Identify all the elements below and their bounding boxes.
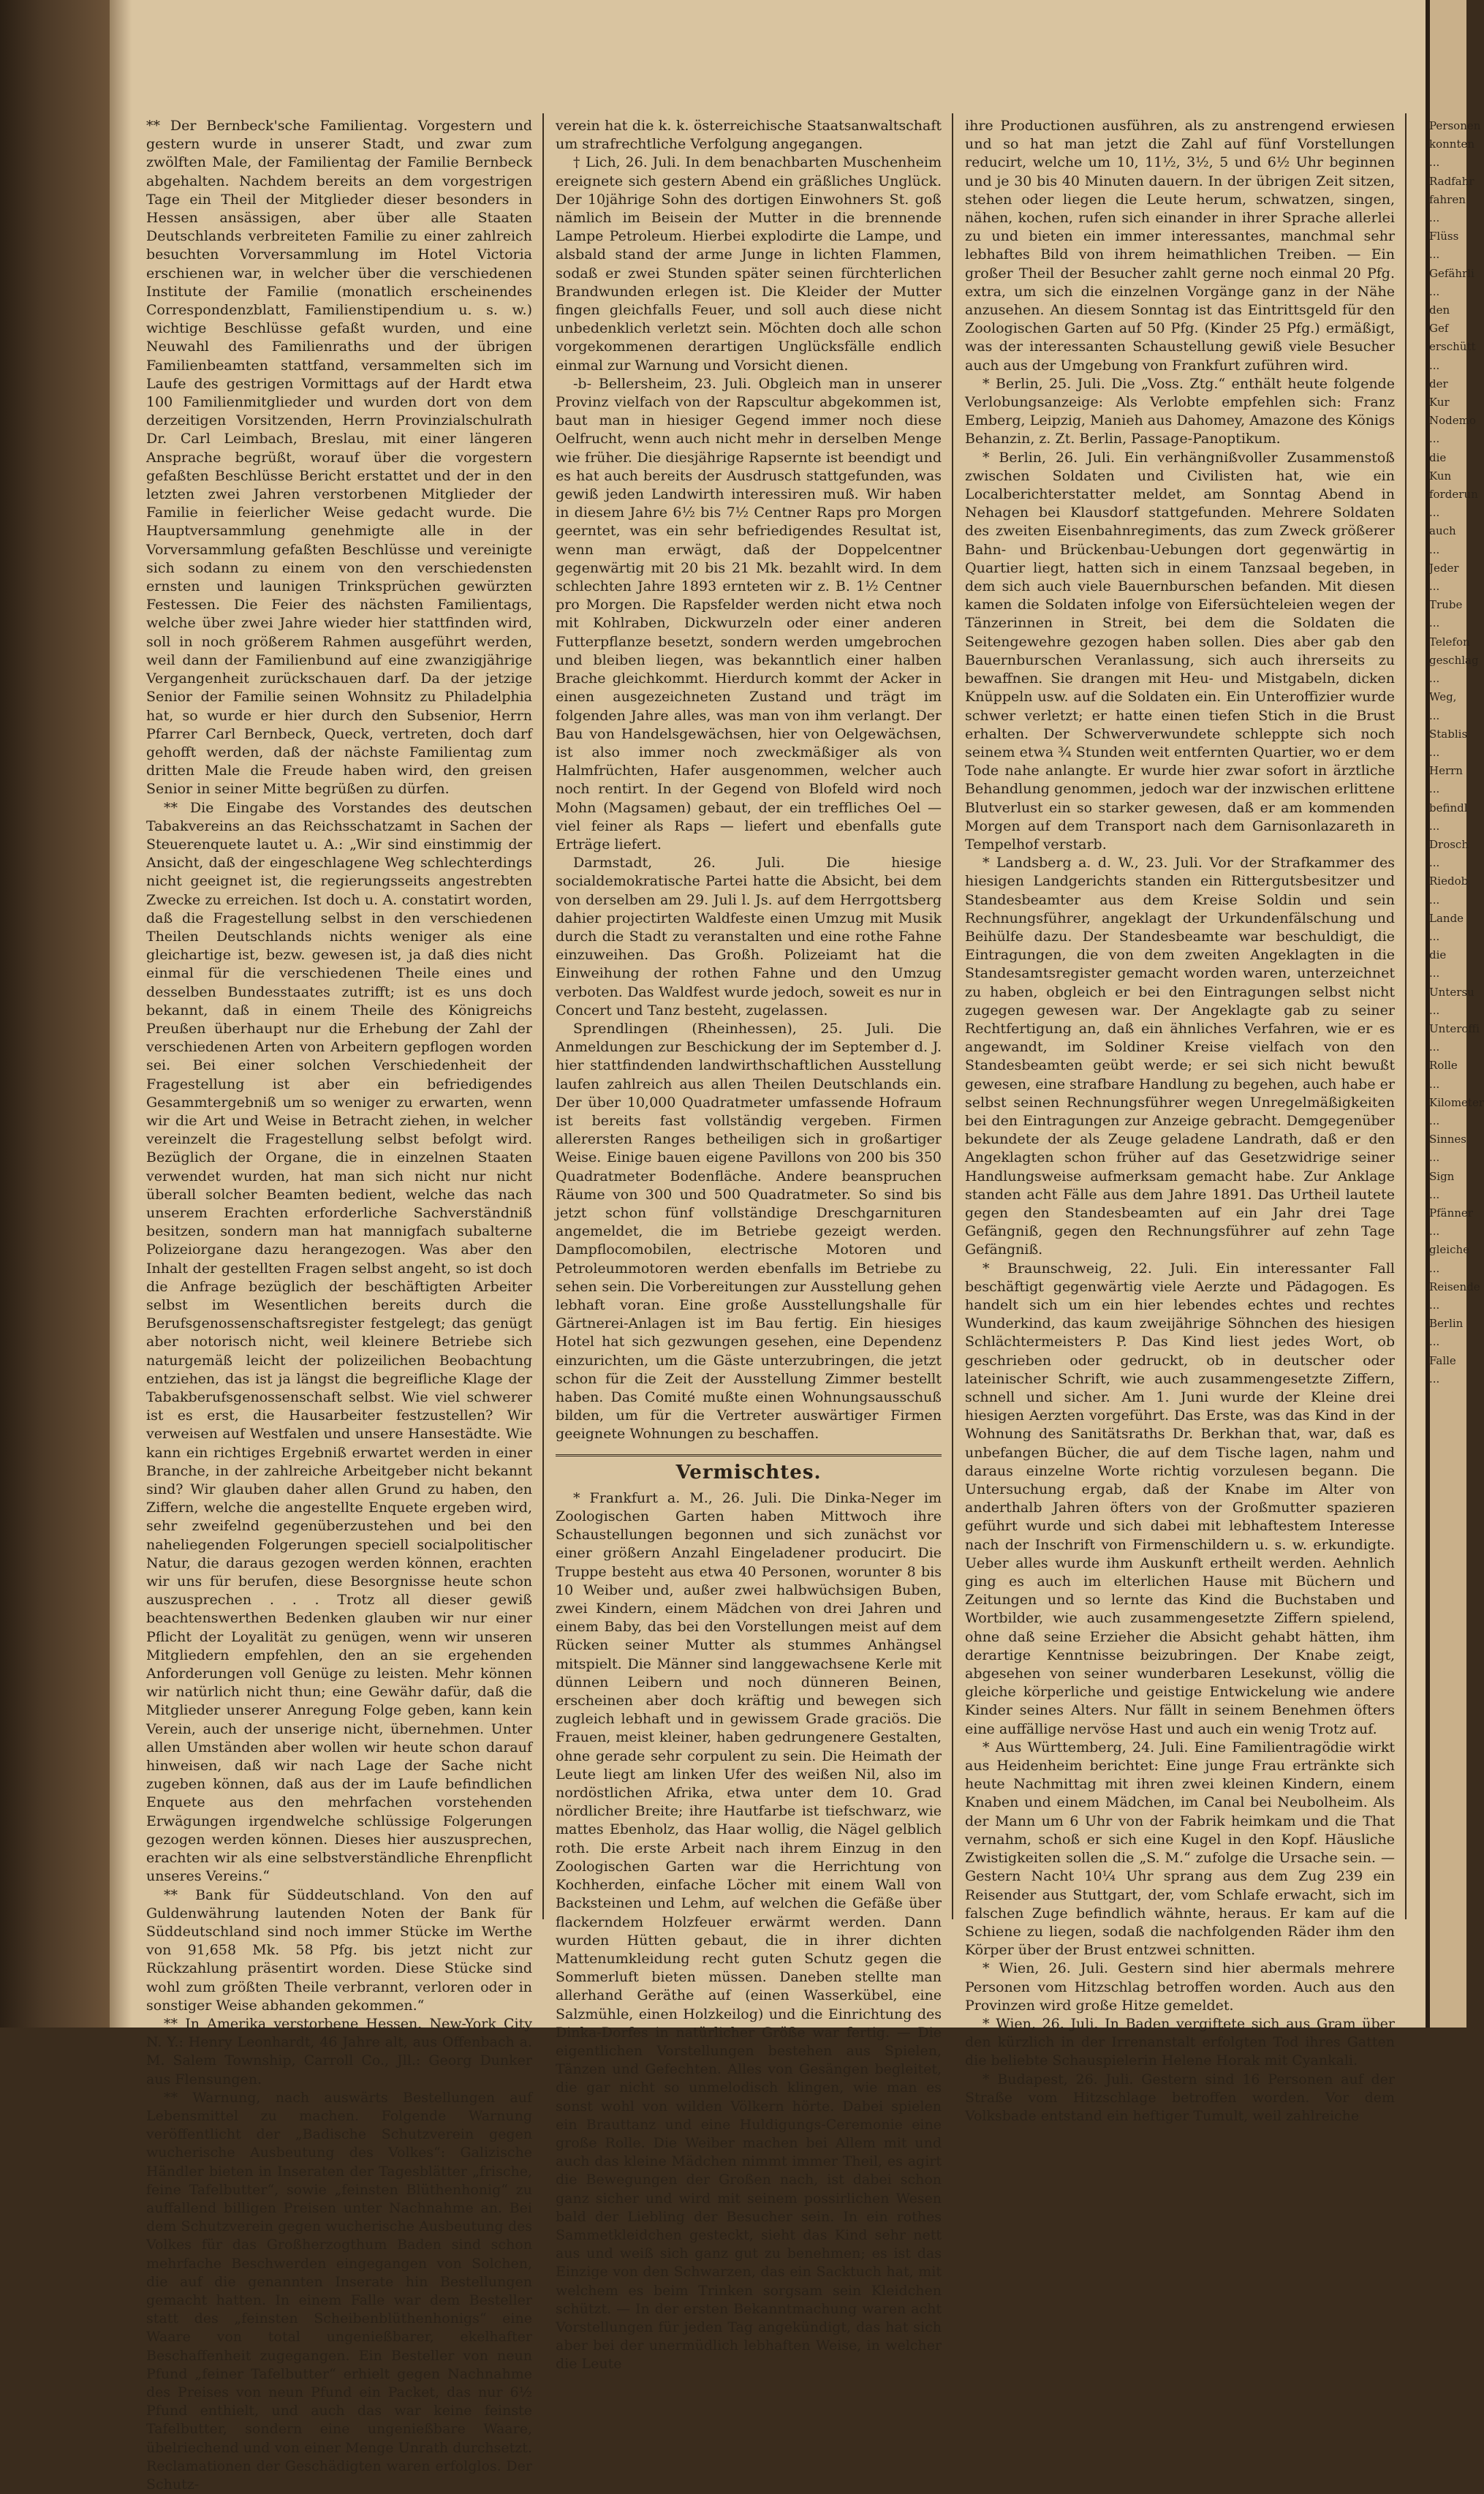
article-bank-sueddeutschland: ** Bank für Süddeutschland. Von den auf Guldenwährung lautenden Noten der Bank für Süddeutschland sind noch immer Stücke im Werthe von 91,658 Mk. 58 Pfg. bis jetzt nicht zur Rückzahlung präsentirt worden. Diese Stücke sind wohl zum größten Theile verbrannt, verloren oder in sonstiger Weise abhanden gekommen.“ bbox=[146, 1886, 532, 2014]
column-4-cropped bbox=[1429, 117, 1484, 1989]
article-frankfurt-continued: ihre Productionen ausführen, als zu anstrengend erwiesen und so hat man jetzt die Zahl auf fünf Vorstellungen reducirt, welche um 10, 11½, 3½, 5 und 6½ Uhr beginnen und je 30 bis 40 Minuten dauern. In der übrigen Zeit sitzen, stehen oder liegen die Leute herum, schwatzen, singen, nähen, kochen, rufen sich einander in ihrer Sprache allerlei zu und bieten ein immer interessantes, manchmal sehr lebhaftes Bild von ihrem heimathlichen Treiben. — Ein großer Theil der Besucher zahlt gerne noch einmal 20 Pfg. extra, um sich die einzelnen Vorgänge ganz in der Nähe anzusehen. An diesem Sonntag ist das Eintrittsgeld für den Zoologischen Garten auf 50 Pfg. (Kinder 25 Pfg.) ermäßigt, was der interessanten Schaustellung gewiß viele Besucher auch aus der Umgebung von Frankfurt zuführen wird. bbox=[965, 118, 1395, 374]
article-continuation: verein hat die k. k. österreichische Staatsanwaltschaft um strafrechtliche Verfolgung angegangen. bbox=[556, 118, 942, 153]
article-frankfurt: * Frankfurt a. M., 26. Juli. Die Dinka-Neger im Zoologischen Garten haben Mittwoch ihre Schaustellungen begonnen und sich zunächst vor einer größern Anzahl Eingeladener producirt. Die Truppe besteht aus etwa 40 Personen, worunter 8 bis 10 Weiber und, außer zwei halbwüchsigen Buben, zwei Kindern, einem Mädchen von drei Jahren und einem Baby, das bei den Vorstellungen meist auf dem Rücken seiner Mutter als stummes Anhängsel mitspielt. Die Männer sind langgewachsene Kerle mit dünnen Leibern und noch dünneren Beinen, erscheinen aber doch kräftig und bewegen sich zugleich lebhaft und in gewissem Grade graciös. Die Frauen, meist kleiner, haben gedrungenere Gestalten, ohne gerade sehr corpulent zu sein. Die Heimath der Leute liegt am linken Ufer des weißen Nil, also im nordöstlichen Afrika, etwa unter dem 10. Grad nördlicher Breite; ihre Hautfarbe ist tiefschwarz, wie mattes Ebenholz, das Haar wollig, die Nägel gelblich roth. Die erste Arbeit nach ihrem Einzug in den Zoologischen Garten war die Herrichtung von Kochherden, einfache Löcher mit einem Wall von Backsteinen und Lehm, auf welchen die Gefäße über flackerndem Holzfeuer erwärmt werden. Dann wurden Hütten gebaut, die in ihrer dichten Mattenumkleidung recht guten Schutz gegen die Sommerluft bieten müssen. Daneben stellte man allerhand Geräthe auf (einen Wasserkübel, eine Salzmühle, einen Holzkeilog) und die Einrichtung des Dinka-Dorfes in natürlicher Größe war fertig. — Die eigentlichen Vorstellungen bestehen aus Spielen, Tänzen und Gefechten. Alles von Gesängen begleitet, die gar nicht so unmelodisch klingen, wie man es sonst wohl von wilden Völkern hörte. Dabei spielen ein Brauttanz und eine Huldigungs-Ceremonie eine große Rolle. Die Weiber machen bei Allem mit und auch das kleine Mädchen nimmt immer Theil, es agirt die Bewegungen der Großen nach, ist dabei schon ganz sicher und wird mit seinem possirlichen Wesen bald der Liebling der Besucher sein. In ein rothes Sammetkleidchen gesteckt, sieht das Kind sehr nett aus und weiß sich ganz gut zu benehmen; es ist das Einzige von den Schwarzen, das ein Sacktuch hat, mit welchem es beim Trinken sorgsam sein Kleidchen schützt. — In der ersten Bekanntmachung waren acht Vorstellungen für jeden Tag angekündigt, das hat sich aber bei der unermüdlich lebhaften Weise, in welcher die Leute bbox=[556, 1489, 942, 2373]
article-landsberg: * Landsberg a. d. W., 23. Juli. Vor der Strafkammer des hiesigen Landgerichts standen ein Rittergutsbesitzer und Standesbeamter aus dem Kreise Soldin und sein Rechnungsführer, angeklagt der Urkundenfälschung und Beihülfe dazu. Der Standesbeamte war beschuldigt, die Eintragungen, die von dem zweiten Angeklagten in die Standesamtsregister gemacht worden waren, unterzeichnet zu haben, obgleich er bei den Eintragungen selbst nicht zugegen gewesen war. Der Angeklagte gab zu seiner Rechtfertigung an, daß ein ähnliches Verfahren, wie er es angewandt, im Soldiner Kreise vielfach von den Standesbeamten geübt werde; er sei sich nicht bewußt gewesen, eine strafbare Handlung zu begehen, auch habe er selbst seinen Rechnungsführer wegen Unregelmäßigkeiten bei den Eintragungen zur Anzeige gebracht. Demgegenüber bekundete der als Zeuge geladene Landrath, daß er den Angeklagten schon früher auf das Gesetzwidrige seiner Handlungsweise aufmerksam gemacht habe. Zur Anklage standen acht Fälle aus dem Jahre 1891. Das Urtheil lautete gegen den Standesbeamten auf ein Jahr drei Tage Gefängniß, gegen den Rechnungsführer auf zehn Tage Gefängniß. bbox=[965, 855, 1395, 1258]
article-braunschweig: * Braunschweig, 22. Juli. Ein interessanter Fall beschäftigt gegenwärtig viele Aerzte und Pädagogen. Es handelt sich um ein hier lebendes echtes und rechtes Wunderkind, das kaum zweijährige Söhnchen des hiesigen Schlächtermeisters P. Das Kind liest jedes Wort, ob geschrieben oder gedruckt, ob in deutscher oder lateinischer Schrift, wie auch zusammengesetzte Ziffern, schnell und sicher. Am 1. Juni wurde der Kleine drei hiesigen Aerzten vorgeführt. Das Erste, was das Kind in der Wohnung des Sanitätsraths Dr. Berkhan that, war, daß es unbefangen Bücher, die auf dem Tische lagen, nahm und daraus einzelne Worte richtig vorzulesen begann. Die Untersuchung ergab, daß der Knabe im Alter von anderthalb Jahren öfters von der Großmutter spazieren geführt wurde und sich dabei mit lebhaftestem Interesse nach der Inschrift von Firmenschildern u. s. w. erkundigte. Ueber alles wurde ihm Auskunft ertheilt werden. Aehnlich ging es auch im elterlichen Hause mit Büchern und Zeitungen und so lernte das Kind die Buchstaben und Wortbilder, wie auch zusammengesetzte Ziffern spielend, ohne daß seine Erzieher die Absicht gehabt hätten, ihm derartige Kenntnisse beizubringen. Der Knabe zeigt, abgesehen von seiner wunderbaren Lesekunst, völlig die gleiche körperliche und geistige Entwickelung wie andere Kinder seines Alters. Nur fällt in seinem Benehmen öfters eine auffällige nervöse Hast und auch ein wenig Trotz auf. bbox=[965, 1260, 1395, 1737]
column-2 bbox=[556, 117, 942, 2373]
scan-binding-edge bbox=[0, 0, 110, 2028]
article-bellersheim: -b- Bellersheim, 23. Juli. Obgleich man in unserer Provinz vielfach von der Rapscultur abgekommen ist, baut man in hiesiger Gegend immer noch diese Oelfrucht, wenn auch nicht mehr in derselben Menge wie früher. Die diesjährige Rapsernte ist beendigt und es hat auch bereits der Ausdrusch stattgefunden, was gewiß jeden Landwirth interessiren muß. Wir haben in diesem Jahre 6½ bis 7½ Centner Raps pro Morgen geerntet, was ein sehr befriedigendes Resultat ist, wenn man erwägt, daß der Doppelcentner gegenwärtig mit 20 bis 21 Mk. bezahlt wird. In dem schlechten Jahre 1893 ernteten wir z. B. 1½ Centner pro Morgen. Die Rapsfelder werden nicht etwa noch mit Kohlraben, Dickwurzeln oder einer anderen Futterpflanze besetzt, sondern werden umgebrochen und bleiben liegen, was bekanntlich einer halben Brache gleichkommt. Hierdurch kommt der Acker in einen ausgezeichneten Zustand und trägt im folgenden Jahre alles, was man von ihm verlangt. Der Bau von Handelsgewächsen, hier von Oelgewächsen, ist also immer noch zweckmäßiger als von Halmfrüchten, Hafer ausgenommen, welcher auch noch rentirt. In der Gegend von Blofeld wird noch Mohn (Magsamen) gebaut, der ein treffliches Oel — viel feiner als Raps — liefert und ebenfalls gute Erträge liefert. bbox=[556, 375, 942, 853]
column-rule bbox=[542, 113, 544, 1919]
column-rule bbox=[952, 113, 953, 1919]
column-1 bbox=[146, 117, 532, 2493]
article-sprendlingen: Sprendlingen (Rheinhessen), 25. Juli. Die Anmeldungen zur Beschickung der im September d. J. hier stattfindenden landwirthschaftlichen Ausstellung laufen zahlreich aus allen Theilen Deutschlands ein. Der über 10,000 Quadratmeter umfassende Hofraum ist bereits fast vollständig vergeben. Firmen allerersten Ranges betheiligen sich in großartiger Weise. Einige bauen eigene Pavillons von 200 bis 350 Quadratmeter Bodenfläche. Andere beanspruchen Räume von 300 und 500 Quadratmeter. So sind bis jetzt schon fünf vollständige Dreschgarnituren angemeldet, die im Betriebe gezeigt werden. Dampflocomobilen, electrische Motoren und Petroleummotoren werden ebenfalls im Betriebe zu sehen sein. Die Vorbereitungen zur Ausstellung gehen lebhaft voran. Eine große Ausstellungshalle für Gärtnerei-Anlagen ist im Bau fertig. Ein hiesiges Hotel hat sich gezwungen gesehen, eine Dependenz einzurichten, um die Gäste unterzubringen, die jetzt schon für die Zeit der Ausstellung Zimmer bestellt haben. Das Comité mußte einen Wohnungsausschuß bilden, um für die Vertreter auswärtiger Firmen geeignete Wohnungen zu beschaffen. bbox=[556, 1020, 942, 1443]
article-wuerttemberg: * Aus Württemberg, 24. Juli. Eine Familientragödie wirkt aus Heidenheim berichtet: Eine junge Frau ertränkte sich heute Nachmittag mit ihren zwei kleinen Kindern, einem Knaben und einem Mädchen, im Canal bei Neubolheim. Als der Mann um 6 Uhr von der Fabrik heimkam und die That vernahm, schoß er sich eine Kugel in den Kopf. Häusliche Zwistigkeiten sollen die „S. M.“ zufolge die Ursache sein. — Gestern Nacht 10¼ Uhr sprang aus dem Zug 239 ein Reisender aus Stuttgart, der, vom Schlafe erwacht, sich im falschen Zuge befindlich wähnte, heraus. Er kam auf die Schiene zu liegen, sodaß die nachfolgenden Räder ihm den Körper über der Brust entzwei schnitten. bbox=[965, 1739, 1395, 1959]
article-wien-hitzschlag: * Wien, 26. Juli. Gestern sind hier abermals mehrere Personen vom Hitzschlag betroffen worden. Auch aus den Provinzen wird große Hitze gemeldet. bbox=[965, 1960, 1395, 2014]
cropped-column-text: Personen konnten ... Radfahr fahren ... Flüss ... Gefährli ... den Gef erschütt ... der Kur Nodemo ... die Kun forderun ... auch ... Jeder ... Trube ... Telefon geschlag ... Weg, ... Stablis ... Herrn ... befindl ... Drosch ... Riedob ... Lande ... die ... Untersu ... Unteroffi ... Rolle ... Kilometer ... Sinnes ... Sign ... Pfänner ... gleiche ... Reisende ... Berlin ... Falle ... bbox=[1429, 119, 1484, 1386]
column-rule bbox=[1405, 113, 1407, 1919]
article-amerika-hessen: ** In Amerika verstorbene Hessen. New-York City N. Y.: Henry Leonhardt, 46 Jahre alt, aus Offenbach a. M. Salem Township, Carroll Co., Jll.: Georg Dunker aus Flensungen. bbox=[146, 2015, 532, 2087]
article-budapest: * Budapest, 26. Juli. Gestern sind 16 Personen auf der Straße vom Hitzschlage betroffen worden. Vor dem Volksbade entstand ein heftiger Tumult, weil zahlreiche bbox=[965, 2071, 1395, 2124]
article-wien-baden: * Wien, 26. Juli. In Baden vergiftete sich aus Gram über den kürzlich in der Irrenanstalt erfolgten Tod ihres Gatten die beliebte Schauspielerin Helene Horak mit Cyankali. bbox=[965, 2015, 1395, 2069]
article-bernbeck: ** Der Bernbeck'sche Familientag. Vorgestern und gestern wurde in unserer Stadt, und zwar zum zwölften Male, der Familientag der Familie Bernbeck abgehalten. Nachdem bereits an dem vorgestrigen Tage ein Theil der Mitglieder dieser besonders in Hessen ansässigen, aber über alle Staaten Deutschlands verbreiteten Familie zu einer zahlreich besuchten Vorversammlung im Hotel Victoria erschienen war, in welcher über die verschiedenen Institute der Familie (monatlich erscheinendes Correspondenzblatt, Familienstipendium u. s. w.) wichtige Beschlüsse gefaßt wurden, und eine Neuwahl des Familienraths und der übrigen Familienbeamten stattfand, versammelten sich im Laufe des gestrigen Vormittags auf der Hardt etwa 100 Familienmitglieder und wurden dort von dem derzeitigen Vorsitzenden, Herrn Provinzialschulrath Dr. Carl Leimbach, Breslau, mit einer längeren Ansprache begrüßt, worauf über die vorgestern gefaßten Beschlüsse Bericht erstattet und der in den letzten zwei Jahren verstorbenen Mitglieder der Familie in feierlicher Weise gedacht wurde. Die Hauptversammlung genehmigte alle in der Vorversammlung gefaßten Beschlüsse und vereinigte sich sodann zu einem von den verschiedensten ernsten und launigen Trinksprüchen gewürzten Festessen. Die Feier des nächsten Familientags, welche über zwei Jahre wieder hier stattfinden wird, soll in noch größerem Rahmen ausgeführt werden, weil dann der Familienbund auf eine zwanzigjährige Vergangenheit zurückschauen darf. Da der jetzige Senior der Familie seinen Wohnsitz zu Philadelphia hat, so wurde er hier durch den Subsenior, Herrn Pfarrer Carl Bernbeck, Queck, vertreten, doch darf gehofft werden, daß der nächste Familientag zum dritten Male die Freude haben wird, den greisen Senior in seiner Mitte begrüßen zu dürfen. bbox=[146, 118, 532, 798]
article-lich: † Lich, 26. Juli. In dem benachbarten Muschenheim ereignete sich gestern Abend ein gräßliches Unglück. Der 10jährige Sohn des dortigen Einwohners St. goß nämlich im Beisein der Mutter in die brennende Lampe Petroleum. Hierbei explodirte die Lampe, und alsbald stand der arme Junge in lichten Flammen, sodaß er zwei Stunden später seinen fürchterlichen Brandwunden erlegen ist. Die Kleider der Mutter fingen gleichfalls Feuer, und soll auch diese nicht unbedenklich verletzt sein. Möchten doch alle schon vorgekommenen derartigen Unglücksfälle endlich einmal zur Warnung und Vorsicht dienen. bbox=[556, 154, 942, 374]
article-darmstadt: Darmstadt, 26. Juli. Die hiesige socialdemokratische Partei hatte die Absicht, bei dem von derselben am 29. Juli l. Js. auf dem Herrgottsberg dahier projectirten Waldfeste einen Umzug mit Musik durch die Stadt zu veranstalten und eine rothe Fahne einzuweihen. Das Großh. Polizeiamt hat die Einweihung der rothen Fahne und den Umzug verboten. Das Waldfest wurde jedoch, soweit es nur in Concert und Tanz besteht, zugelassen. bbox=[556, 855, 942, 1019]
article-berlin-zusammenstoss: * Berlin, 26. Juli. Ein verhängnißvoller Zusammenstoß zwischen Soldaten und Civilisten hat, wie ein Localberichterstatter meldet, am Sonntag Abend in Nehagen bei Klausdorf stattgefunden. Mehrere Soldaten des zweiten Eisenbahnregiments, das zum Zweck größerer Bahn- und Brückenbau-Uebungen dort gegenwärtig in Quartier liegt, hatten sich in einem Tanzsaal begeben, in dem sich auch viele Bauernburschen befanden. Mit diesen kamen die Soldaten infolge von Eifersüchteleien wegen der Tänzerinnen in Streit, bei dem die Soldaten die Seitengewehre gezogen haben sollen. Dies aber gab den Bauernburschen Veranlassung, sich auch ihrerseits zu bewaffnen. Sie drangen mit Heu- und Mistgabeln, dicken Knüppeln usw. auf die Soldaten ein. Ein Unteroffizier wurde schwer verletzt; er hatte einen tiefen Stich in die Brust erhalten. Der Schwerverwundete schleppte sich noch seinem etwa ¾ Stunden weit entfernten Quartier, wo er dem Tode nahe anlangte. Er wurde hier zwar sofort in ärztliche Behandlung genommen, jedoch war der inzwischen erlittene Blutverlust ein so starker gewesen, daß er am kommenden Morgen auf dem Transport nach dem Garnisonlazareth in Tempelhof verstarb. bbox=[965, 449, 1395, 853]
article-warnung-lebensmittel: ** Warnung, nach auswärts Bestellungen auf Lebensmittel zu machen. Folgende Warnung veröffentlicht der „Badische Schutzverein gegen wucherische Ausbeutung des Volkes“: Galizische Händler bieten in Inseraten der Tagesblätter „frische, feine Tafelbutter“, sowie „feinsten Blüthenhonig“ zu auffallend billigen Preisen unter Nachnahme an. Bei dem Schutzverein gegen wucherische Ausbeutung des Volkes für das Großherzogthum Baden sind schon mehrfache Beschwerden eingegangen von Solchen, die auf die genannten Inserate hin Bestellungen gemacht hatten. In einem Falle war dem Besteller statt des „feinsten Scheibenblüthenhonigs“ eine Waare von total ungenießbarer, ekelhafter Beschaffenheit zugegangen. Ein Besteller von neun Pfund „feiner Tafelbutter“ erhielt gegen Nachnahme des Preises von neun Pfund ein Packet, das nur 6½ Pfund enthielt, und auch das war keine feinste Tafelbutter, sondern eine ungenießbare Waare, übelriechend und von einer Menge Unrath durchsetzt. Reclamationen der Geschädigten waren erfolglos. Der Schutz- bbox=[146, 2089, 532, 2493]
article-tabakverein: ** Die Eingabe des Vorstandes des deutschen Tabakvereins an das Reichsschatzamt in Sachen der Steuerenquete lautet u. A.: „Wir sind einstimmig der Ansicht, daß der eingeschlagene Weg schlechterdings nicht geeignet ist, die regierungsseits angestrebten Zwecke zu erreichen. Ist doch u. A. constatirt worden, daß die Fragestellung selbst in den verschiedenen Theilen Deutschlands nichts weniger als eine gleichartige ist, bezw. gewesen ist, ja daß dies nicht einmal für die verschiedenen Theile eines und desselben Bundesstaates zutrifft; ist es uns doch bekannt, daß in einem Theile des Königreichs Preußen überhaupt nur die Erhebung der Zahl der verschiedenen Arten von Arbeitern gepflogen worden sei. Bei einer solchen Verschiedenheit der Fragestellung ist aber ein befriedigendes Gesammtergebniß um so weniger zu erwarten, wenn wir die Art und Weise in Betracht ziehen, in welcher vereinzelt die Fragestellung selbst befolgt wird. Bezüglich der Organe, die in einzelnen Staaten verwendet wurden, hat man sich nicht nur nicht überall solcher Beamten bedient, welche das nach unserem Erachten erforderliche Sachverständniß besitzen, sondern man hat mannigfach subalterne Polizeiorgane dazu herangezogen. Was aber den Inhalt der gestellten Fragen selbst angeht, so ist doch die Anfrage bezüglich der beschäftigten Arbeiter selbst im Wesentlichen bereits durch die Berufsgenossenschaftsregister festgelegt; das genügt aber notorisch nicht, weil kleinere Betriebe sich naturgemäß leicht der polizeilichen Beobachtung entziehen, das ist ja längst die begreifliche Klage der Tabakberufsgenossenschaft selbst. Wie viel schwerer ist es erst, die Hausarbeiter festzustellen? Wir verweisen auf Westfalen und unsere Hansestädte. Wie kann ein richtiges Ergebniß erwartet werden in einer Branche, in der zahlreiche Arbeitgeber nicht bekannt sind? Wir glauben daher allen Grund zu haben, den Ziffern, welche die angestellte Enquete ergeben wird, sehr zweifelnd gegenüberzustehen und bei den naheliegenden Folgerungen speciell socialpolitischer Natur, die daraus gezogen werden können, erachten wir uns für berufen, diese Besorgnisse heute schon auszusprechen . . . Trotz all dieser gewiß beachtenswerthen Bedenken glauben wir nur einer Pflicht der Loyalität zu genügen, wenn wir unseren Mitgliedern empfehlen, den an sie ergehenden Anforderungen voll Genüge zu leisten. Mehr können wir natürlich nicht thun; eine Gewähr dafür, daß die Mitglieder unserer Anregung Folge geben, kann kein Verein, auch der unserige nicht, übernehmen. Unter allen Umständen aber wollen wir heute schon darauf hinweisen, daß wir nach Lage der Sache nicht zugeben können, daß aus der im Laufe befindlichen Enquete aus den mehrfachen vorstehenden Erwägungen irgendwelche schlüssige Folgerungen gezogen werden können. Dieses hier auszusprechen, erachten wir als eine selbstverständliche Ehrenpflicht unseres Vereins.“ bbox=[146, 799, 532, 1885]
article-berlin-verlobung: * Berlin, 25. Juli. Die „Voss. Ztg.“ enthält heute folgende Verlobungsanzeige: Als Verlobte empfehlen sich: Franz Emberg, Leipzig, Manieh aus Dahomey, Amazone des Königs Behanzin, z. Zt. Berlin, Passage-Panoptikum. bbox=[965, 375, 1395, 447]
page-gutter-shadow bbox=[110, 0, 132, 2028]
column-3 bbox=[965, 117, 1395, 2124]
section-heading-vermischtes: Vermischtes. bbox=[556, 1454, 942, 1482]
